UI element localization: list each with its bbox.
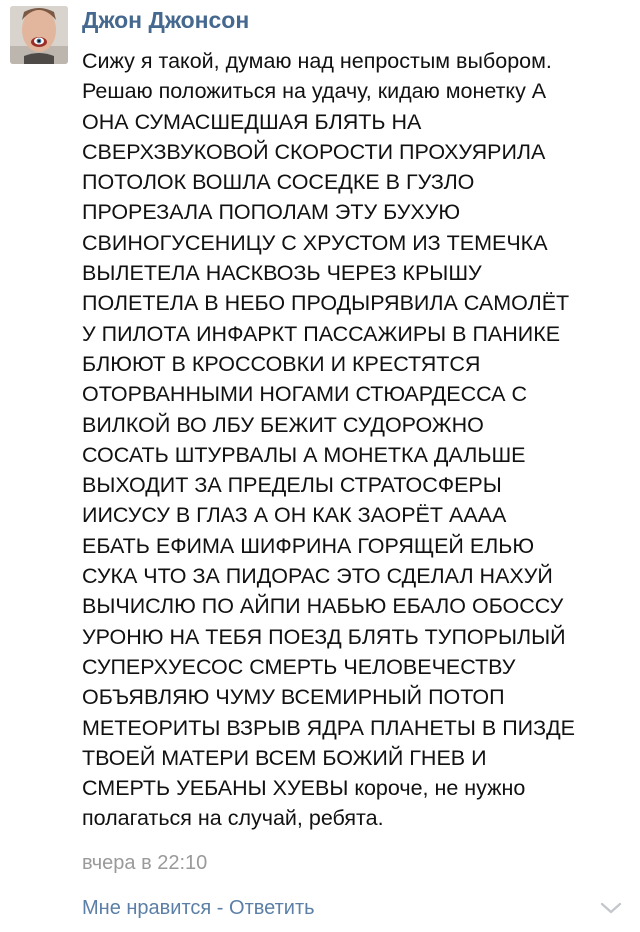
chevron-down-icon[interactable] xyxy=(598,898,624,918)
comment-line: МЕТЕОРИТЫ ВЗРЫВ ЯДРА ПЛАНЕТЫ В ПИЗДЕ xyxy=(82,715,575,740)
comment-line: УРОНЮ НА ТЕБЯ ПОЕЗД БЛЯТЬ ТУПОРЫЛЫЙ xyxy=(82,624,566,649)
comment-line: ПОЛЕТЕЛА В НЕБО ПРОДЫРЯВИЛА САМОЛЁТ xyxy=(82,291,570,316)
comment-line: ПОТОЛОК ВОШЛА СОСЕДКЕ В ГУЗЛО xyxy=(82,170,475,195)
comment-line: СУКА ЧТО ЗА ПИДОРАС ЭТО СДЕЛАЛ НАХУЙ xyxy=(82,564,553,589)
comment-line: ЕБАТЬ ЕФИМА ШИФРИНА ГОРЯЩЕЙ ЕЛЬЮ xyxy=(82,533,535,558)
comment-line: ВЫЧИСЛЮ ПО АЙПИ НАБЬЮ ЕБАЛО ОБОССУ xyxy=(82,594,564,619)
action-separator: - xyxy=(211,897,230,919)
comment-line: СОСАТЬ ШТУРВАЛЫ А МОНЕТКА ДАЛЬШЕ xyxy=(82,442,526,467)
comment-text xyxy=(82,46,622,834)
comment-line: ОНА СУМАСШЕДШАЯ БЛЯТЬ НА xyxy=(82,109,422,134)
comment-line: полагаться на случай, ребята. xyxy=(82,806,384,831)
comment-actions xyxy=(82,895,315,921)
comment-line: ИИСУСУ В ГЛАЗ А ОН КАК ЗАОРЁТ АААА xyxy=(82,503,507,528)
comment-line: СУПЕРХУЕСОС СМЕРТЬ ЧЕЛОВЕЧЕСТВУ xyxy=(82,654,516,679)
comment-line: СМЕРТЬ УЕБАНЫ ХУЕВЫ короче, не нужно xyxy=(82,776,526,801)
avatar-photo xyxy=(10,6,68,64)
comment-line: Решаю положиться на удачу, кидаю монетку А xyxy=(82,79,547,104)
comment-line: ОБЪЯВЛЯЮ ЧУМУ ВСЕМИРНЫЙ ПОТОП xyxy=(82,685,505,710)
comment-line: СВИНОГУСЕНИЦУ С ХРУСТОМ ИЗ ТЕМЕЧКА xyxy=(82,230,548,255)
comment-line: ПРОРЕЗАЛА ПОПОЛАМ ЭТУ БУХУЮ xyxy=(82,200,461,225)
avatar[interactable] xyxy=(10,6,68,64)
comment-line: У ПИЛОТА ИНФАРКТ ПАССАЖИРЫ В ПАНИКЕ xyxy=(82,321,561,346)
author-name[interactable]: Джон Джонсон xyxy=(82,7,250,33)
comment-line: ВЫЛЕТЕЛА НАСКВОЗЬ ЧЕРЕЗ КРЫШУ xyxy=(82,261,482,286)
comment-timestamp[interactable]: вчера в 22:10 xyxy=(82,852,208,874)
comment-line: СВЕРХЗВУКОВОЙ СКОРОСТИ ПРОХУЯРИЛА xyxy=(82,139,546,164)
comment-line: Сижу я такой, думаю над непростым выбором. xyxy=(82,49,552,73)
comment-line: ВЫХОДИТ ЗА ПРЕДЕЛЫ СТРАТОСФЕРЫ xyxy=(82,473,502,498)
like-button[interactable]: Мне нравится xyxy=(82,897,212,919)
comment-line: ТВОЕЙ МАТЕРИ ВСЕМ БОЖИЙ ГНЕВ И xyxy=(82,745,487,770)
reply-button[interactable]: Ответить xyxy=(229,897,315,919)
comment-line: БЛЮЮТ В КРОССОВКИ И КРЕСТЯТСЯ xyxy=(82,351,481,376)
comment-line: ОТОРВАННЫМИ НОГАМИ СТЮАРДЕССА С xyxy=(82,382,527,407)
comment-line: ВИЛКОЙ ВО ЛБУ БЕЖИТ СУДОРОЖНО xyxy=(82,412,484,437)
